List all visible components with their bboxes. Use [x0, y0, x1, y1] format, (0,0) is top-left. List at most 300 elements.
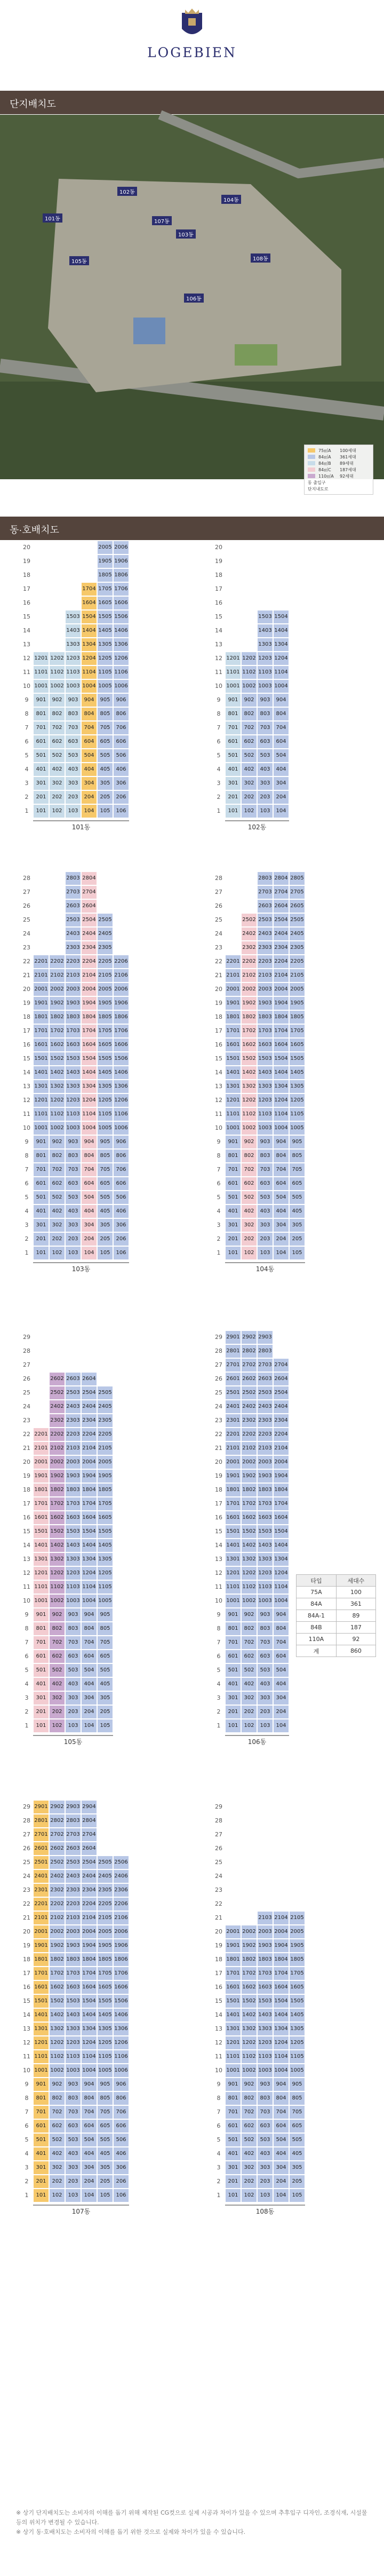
unit-cell: 1703: [257, 1497, 273, 1511]
unit-cell: 401: [33, 763, 49, 776]
unit-cell: 2402: [241, 1400, 257, 1414]
unit-cell: 303: [65, 2161, 81, 2175]
unit-cell: 305: [289, 2161, 305, 2175]
unit-cell: 703: [65, 721, 81, 735]
unit-cell: 203: [65, 1232, 81, 1246]
unit-cell: 1203: [65, 2036, 81, 2050]
unit-cell: 902: [241, 693, 257, 707]
unit-cell: 2604: [273, 1372, 289, 1386]
unit-cell: 1106: [113, 665, 129, 679]
unit-cell: 1204: [81, 1566, 97, 1580]
unit-cell: 1906: [113, 554, 129, 568]
unit-cell: 906: [113, 693, 129, 707]
unit-cell: 1502: [49, 1052, 65, 1066]
unit-cell: 401: [225, 1677, 241, 1691]
unit-cell: 806: [113, 2091, 129, 2105]
unit-cell: 1203: [257, 1093, 273, 1107]
unit-cell: 605: [289, 2119, 305, 2133]
unit-cell: 402: [241, 1677, 257, 1691]
unit-cell: 802: [241, 1149, 257, 1163]
unit-cell: 401: [33, 2147, 49, 2161]
unit-cell: 901: [225, 2078, 241, 2091]
unit-cell: 703: [257, 2105, 273, 2119]
unit-cell: 506: [113, 1191, 129, 1204]
unit-cell: 1402: [241, 1539, 257, 1552]
unit-cell: 2604: [81, 1842, 97, 1856]
unit-cell: 1506: [113, 1052, 129, 1066]
unit-cell: 1805: [289, 1010, 305, 1024]
unit-column: [65, 1372, 81, 1733]
unit-cell: 1401: [33, 1066, 49, 1080]
unit-cell: 704: [81, 1163, 97, 1177]
unit-cell: 1402: [49, 1066, 65, 1080]
page-header: [0, 0, 384, 77]
unit-cell: 1203: [257, 652, 273, 665]
unit-cell: 1905: [97, 996, 113, 1010]
unit-cell: 2004: [273, 1455, 289, 1469]
unit-cell: 103: [257, 1246, 273, 1260]
unit-cell: 2201: [33, 1428, 49, 1441]
unit-cell: 2102: [241, 1441, 257, 1455]
unit-cell: 1503: [65, 1994, 81, 2008]
unit-cell: 1404: [81, 2008, 97, 2022]
unit-cell: 901: [33, 1135, 49, 1149]
unit-cell: 2302: [49, 1883, 65, 1897]
unit-cell: 1903: [257, 1939, 273, 1953]
unit-cell: 104: [81, 1246, 97, 1260]
unit-cell: 303: [65, 1691, 81, 1705]
unit-cell: 1805: [289, 1953, 305, 1967]
unit-cell: 1003: [257, 679, 273, 693]
unit-cell: 801: [225, 707, 241, 721]
unit-cell: 2304: [81, 941, 97, 955]
unit-cell: 1505: [97, 1994, 113, 2008]
unit-cell: 302: [241, 776, 257, 790]
unit-cell: 1303: [257, 2022, 273, 2036]
unit-cell: 302: [49, 1691, 65, 1705]
unit-cell: 1102: [241, 1107, 257, 1121]
unit-cell: 1703: [65, 1967, 81, 1980]
unit-cell: 1301: [225, 1080, 241, 1093]
unit-cell: 1603: [65, 1511, 81, 1525]
unit-column: [289, 871, 305, 1260]
unit-cell: 1804: [273, 1010, 289, 1024]
unit-cell: 1404: [273, 624, 289, 638]
unit-cell: 1804: [273, 1483, 289, 1497]
unit-column: [97, 1386, 113, 1733]
unit-cell: 205: [97, 2175, 113, 2189]
unit-cell: 1902: [241, 1939, 257, 1953]
unit-cell: 105: [289, 1246, 305, 1260]
unit-cell: 1003: [257, 2064, 273, 2078]
unit-cell: 1903: [65, 996, 81, 1010]
map-building-label: 104동: [221, 195, 241, 204]
unit-cell: 2401: [33, 1869, 49, 1883]
unit-cell: 801: [225, 2091, 241, 2105]
section-title-site-plan: 단지배치도: [0, 91, 384, 114]
unit-cell: 505: [289, 2133, 305, 2147]
unit-cell: 1204: [273, 652, 289, 665]
unit-cell: 2201: [33, 955, 49, 969]
unit-cell: 404: [273, 1677, 289, 1691]
unit-cell: 804: [81, 707, 97, 721]
unit-cell: 402: [49, 1204, 65, 1218]
unit-cell: 903: [257, 1608, 273, 1622]
unit-cell: 2804: [273, 871, 289, 885]
unit-cell: 1006: [113, 2064, 129, 2078]
unit-cell: 604: [273, 735, 289, 749]
logo-emblem-icon: [178, 7, 206, 42]
unit-cell: 803: [257, 1622, 273, 1636]
unit-cell: 1502: [49, 1994, 65, 2008]
unit-cell: 902: [241, 1135, 257, 1149]
unit-cell: 1803: [257, 1953, 273, 1967]
unit-cell: 2002: [241, 1455, 257, 1469]
unit-cell: 1702: [49, 1967, 65, 1980]
unit-cell: 1002: [49, 1121, 65, 1135]
unit-cell: 802: [241, 1622, 257, 1636]
unit-cell: 503: [257, 2133, 273, 2147]
unit-cell: 202: [49, 1705, 65, 1719]
unit-cell: 906: [113, 1135, 129, 1149]
unit-cell: 1701: [33, 1024, 49, 1038]
building-label: 106동: [225, 1735, 289, 1746]
unit-column: [273, 1911, 289, 2202]
unit-cell: 1804: [81, 1953, 97, 1967]
unit-cell: 805: [97, 1149, 113, 1163]
unit-cell: 104: [81, 804, 97, 818]
unit-cell: 2503: [65, 913, 81, 927]
note-1: ※ 상기 단지배치도는 소비자의 이해를 돕기 위해 제작된 CG컷으로 실제 시공과 차이가 있을 수 있으며 추후입구 디자인, 조경식재, 시설물 등의 위치가 변경될 수 있습니다.: [16, 2509, 367, 2526]
unit-cell: 101: [225, 1719, 241, 1733]
unit-cell: 504: [81, 1191, 97, 1204]
unit-cell: 501: [33, 2133, 49, 2147]
unit-cell: 705: [289, 1163, 305, 1177]
unit-cell: 904: [273, 1608, 289, 1622]
unit-cell: 2106: [113, 969, 129, 982]
unit-cell: 2205: [97, 1428, 113, 1441]
unit-cell: 1504: [273, 610, 289, 624]
unit-cell: 2203: [65, 955, 81, 969]
unit-cell: 601: [33, 735, 49, 749]
unit-column: [49, 1800, 65, 2202]
unit-cell: 603: [257, 1650, 273, 1663]
unit-cell: 2202: [49, 1897, 65, 1911]
unit-cell: 2902: [49, 1800, 65, 1814]
unit-cell: 706: [113, 1163, 129, 1177]
unit-cell: 1704: [81, 1497, 97, 1511]
unit-cell: 1303: [257, 1552, 273, 1566]
unit-cell: 604: [81, 2119, 97, 2133]
unit-cell: 2601: [33, 1842, 49, 1856]
unit-cell: 605: [289, 1177, 305, 1191]
unit-cell: 203: [257, 2175, 273, 2189]
unit-cell: 904: [81, 1135, 97, 1149]
unit-cell: 1102: [49, 665, 65, 679]
unit-cell: 1303: [65, 1552, 81, 1566]
unit-cell: 501: [225, 1191, 241, 1204]
unit-cell: 1503: [257, 1994, 273, 2008]
unit-cell: 303: [257, 1218, 273, 1232]
unit-cell: 2903: [65, 1800, 81, 1814]
unit-cell: 1102: [241, 1580, 257, 1594]
unit-cell: 506: [113, 749, 129, 763]
unit-cell: 601: [33, 2119, 49, 2133]
unit-cell: 101: [33, 1719, 49, 1733]
unit-cell: 701: [225, 1636, 241, 1650]
unit-cell: 702: [241, 1163, 257, 1177]
unit-cell: 1805: [97, 1953, 113, 1967]
unit-cell: 403: [257, 763, 273, 776]
unit-cell: 2105: [97, 1911, 113, 1925]
unit-cell: 1204: [273, 1566, 289, 1580]
unit-cell: 1601: [225, 1980, 241, 1994]
unit-cell: 1801: [225, 1953, 241, 1967]
unit-cell: 1102: [241, 665, 257, 679]
unit-column: [81, 1372, 97, 1733]
unit-cell: 2502: [241, 1386, 257, 1400]
unit-cell: 2302: [241, 941, 257, 955]
unit-cell: 1305: [289, 1080, 305, 1093]
unit-cell: 101: [225, 1246, 241, 1260]
unit-cell: 304: [81, 1691, 97, 1705]
unit-cell: 1001: [225, 1594, 241, 1608]
map-building-label: 102동: [117, 187, 137, 196]
unit-cell: 901: [33, 1608, 49, 1622]
unit-cell: 104: [273, 1719, 289, 1733]
unit-cell: 502: [49, 1191, 65, 1204]
unit-cell: 1603: [65, 1980, 81, 1994]
unit-cell: 105: [289, 2189, 305, 2202]
unit-cell: 701: [33, 721, 49, 735]
unit-cell: 103: [65, 2189, 81, 2202]
unit-cell: 305: [97, 1691, 113, 1705]
floor-numbers: 28 27 26 25 24 23 22 21 20 19 18 17 16 15 14 13 12 11 10 9 8 7 6 5 4 3 2 1: [215, 875, 222, 1256]
unit-cell: 2104: [273, 1441, 289, 1455]
unit-cell: 503: [65, 1663, 81, 1677]
unit-cell: 2405: [97, 927, 113, 941]
unit-cell: 1902: [241, 1469, 257, 1483]
unit-cell: 2306: [113, 1883, 129, 1897]
unit-cell: 1602: [49, 1980, 65, 1994]
unit-cell: 1305: [289, 2022, 305, 2036]
unit-cell: 803: [65, 2091, 81, 2105]
unit-cell: 1705: [289, 1967, 305, 1980]
unit-cell: 501: [33, 749, 49, 763]
unit-cell: 2205: [97, 1897, 113, 1911]
unit-cell: 2303: [65, 941, 81, 955]
unit-cell: 806: [113, 1149, 129, 1163]
unit-column: [33, 1428, 49, 1733]
unit-cell: 1506: [113, 610, 129, 624]
unit-cell: 1404: [273, 1066, 289, 1080]
unit-cell: 203: [257, 790, 273, 804]
unit-cell: 1402: [49, 2008, 65, 2022]
unit-cell: 1701: [33, 1497, 49, 1511]
unit-cell: 1703: [257, 1967, 273, 1980]
unit-cell: 2106: [113, 1911, 129, 1925]
unit-cell: 303: [65, 776, 81, 790]
unit-column: [113, 955, 129, 1260]
unit-cell: 2603: [65, 1842, 81, 1856]
unit-cell: 1501: [33, 1994, 49, 2008]
unit-cell: 401: [33, 1677, 49, 1691]
unit-cell: 705: [97, 2105, 113, 2119]
unit-cell: 1201: [33, 1093, 49, 1107]
unit-cell: 2802: [49, 1814, 65, 1828]
unit-column: [65, 871, 81, 1260]
unit-cell: 2305: [97, 1883, 113, 1897]
unit-cell: 2305: [289, 941, 305, 955]
unit-column: [273, 871, 289, 1260]
unit-cell: 1506: [113, 1994, 129, 2008]
unit-cell: 1204: [273, 2036, 289, 2050]
unit-cell: 1503: [65, 1525, 81, 1539]
unit-cell: 1104: [273, 1580, 289, 1594]
unit-cell: 1305: [97, 1080, 113, 1093]
building-label: 102동: [225, 820, 289, 831]
unit-cell: 1406: [113, 2008, 129, 2022]
unit-cell: 1303: [257, 638, 273, 652]
unit-cell: 802: [49, 707, 65, 721]
unit-cell: 1502: [49, 1525, 65, 1539]
unit-cell: 1202: [49, 652, 65, 665]
unit-cell: 1401: [225, 2008, 241, 2022]
unit-cell: 705: [97, 1163, 113, 1177]
unit-cell: 1304: [81, 2022, 97, 2036]
unit-cell: 1103: [65, 665, 81, 679]
unit-column: [225, 652, 241, 818]
unit-cell: 902: [49, 693, 65, 707]
legend-item: 84㎡A 361세대: [308, 454, 370, 460]
site-plan-map: [0, 115, 384, 492]
unit-cell: 1501: [225, 1052, 241, 1066]
unit-cell: 2301: [225, 1414, 241, 1428]
unit-cell: 1202: [49, 2036, 65, 2050]
unit-cell: 1406: [113, 1066, 129, 1080]
unit-cell: 2304: [81, 1414, 97, 1428]
unit-cell: 1601: [225, 1038, 241, 1052]
unit-cell: 1702: [49, 1497, 65, 1511]
unit-cell: 2402: [241, 927, 257, 941]
unit-cell: 2602: [49, 1842, 65, 1856]
unit-cell: 1301: [225, 1552, 241, 1566]
building-label: 107동: [33, 2205, 129, 2215]
unit-cell: 2401: [225, 1400, 241, 1414]
unit-column: [257, 1911, 273, 2202]
unit-cell: 1502: [241, 1052, 257, 1066]
unit-cell: 101: [225, 2189, 241, 2202]
unit-cell: 601: [225, 1177, 241, 1191]
unit-cell: 205: [289, 2175, 305, 2189]
unit-cell: 1001: [33, 2064, 49, 2078]
unit-cell: 701: [33, 1636, 49, 1650]
unit-cell: 1206: [113, 652, 129, 665]
unit-cell: 104: [273, 804, 289, 818]
unit-cell: 1303: [65, 1080, 81, 1093]
unit-cell: 503: [257, 749, 273, 763]
unit-cell: 1802: [49, 1953, 65, 1967]
unit-cell: 1302: [241, 1080, 257, 1093]
unit-column: [97, 541, 113, 818]
unit-cell: 1606: [113, 1980, 129, 1994]
unit-cell: 1504: [81, 1994, 97, 2008]
unit-cell: 201: [225, 1232, 241, 1246]
unit-cell: 2004: [81, 1455, 97, 1469]
unit-cell: 505: [97, 749, 113, 763]
unit-cell: 2103: [257, 1911, 273, 1925]
unit-cell: 703: [65, 1636, 81, 1650]
unit-cell: 2604: [81, 1372, 97, 1386]
unit-cell: 504: [81, 1663, 97, 1677]
unit-cell: 2403: [65, 1869, 81, 1883]
unit-cell: 1205: [97, 1093, 113, 1107]
unit-cell: 403: [65, 2147, 81, 2161]
unit-cell: 702: [241, 1636, 257, 1650]
unit-cell: 1202: [241, 2036, 257, 2050]
unit-cell: 704: [81, 1636, 97, 1650]
unit-cell: 905: [289, 2078, 305, 2091]
unit-cell: 2305: [97, 1414, 113, 1428]
unit-cell: 2001: [33, 1455, 49, 1469]
unit-cell: 1803: [65, 1953, 81, 1967]
unit-cell: 1203: [65, 1566, 81, 1580]
unit-cell: 2001: [33, 982, 49, 996]
unit-cell: 504: [273, 1191, 289, 1204]
unit-cell: 304: [273, 2161, 289, 2175]
unit-cell: 1202: [241, 1566, 257, 1580]
unit-cell: 302: [49, 1218, 65, 1232]
unit-cell: 304: [81, 776, 97, 790]
unit-cell: 504: [273, 1663, 289, 1677]
unit-cell: 1404: [273, 2008, 289, 2022]
unit-column: [49, 652, 65, 818]
unit-cell: 102: [49, 804, 65, 818]
unit-column: [97, 913, 113, 1260]
unit-cell: 803: [65, 1149, 81, 1163]
unit-cell: 1805: [97, 568, 113, 582]
unit-cell: 404: [81, 763, 97, 776]
unit-cell: 203: [65, 790, 81, 804]
unit-cell: 203: [65, 2175, 81, 2189]
unit-cell: 1605: [289, 1980, 305, 1994]
unit-cell: 502: [241, 1663, 257, 1677]
unit-cell: 1804: [81, 1483, 97, 1497]
unit-cell: 2404: [81, 1400, 97, 1414]
unit-cell: 502: [241, 749, 257, 763]
unit-cell: 2303: [257, 941, 273, 955]
unit-cell: 1903: [65, 1939, 81, 1953]
unit-cell: 2002: [241, 982, 257, 996]
unit-cell: 1004: [273, 1121, 289, 1135]
unit-cell: 403: [65, 1204, 81, 1218]
unit-cell: 204: [273, 1232, 289, 1246]
building-label: 101동: [33, 820, 129, 831]
unit-cell: 1504: [81, 1052, 97, 1066]
unit-cell: 2102: [49, 1441, 65, 1455]
unit-cell: 605: [97, 1177, 113, 1191]
unit-cell: 803: [65, 707, 81, 721]
unit-cell: 805: [97, 1622, 113, 1636]
unit-cell: 2703: [257, 1358, 273, 1372]
unit-cell: 1906: [113, 1939, 129, 1953]
unit-cell: 1306: [113, 2022, 129, 2036]
unit-cell: 1904: [273, 1939, 289, 1953]
unit-cell: 501: [225, 2133, 241, 2147]
unit-column: [273, 1358, 289, 1733]
unit-cell: 1502: [241, 1994, 257, 2008]
unit-cell: 201: [33, 1232, 49, 1246]
